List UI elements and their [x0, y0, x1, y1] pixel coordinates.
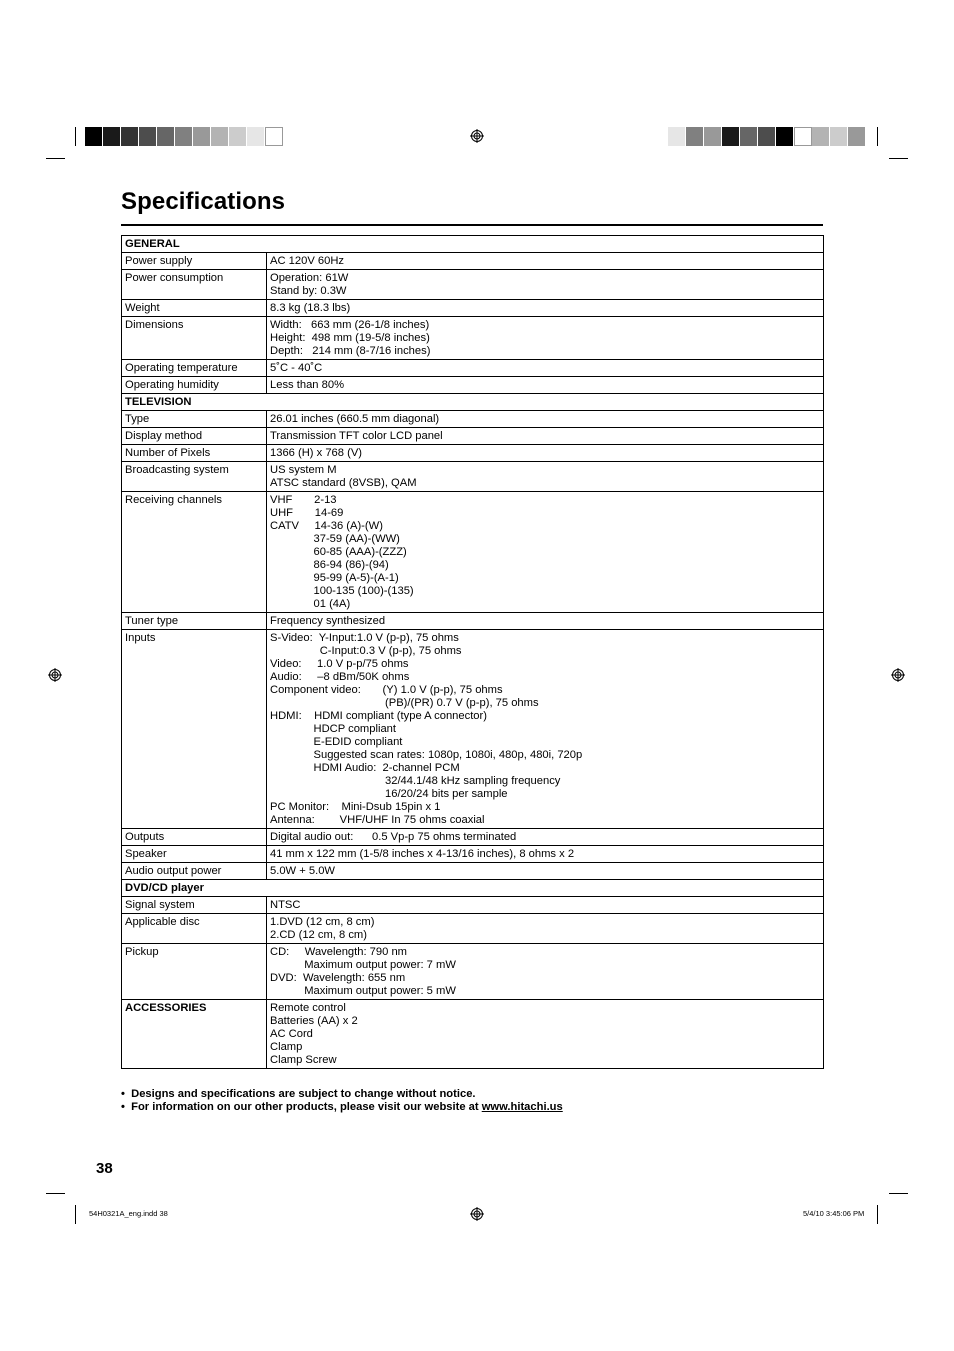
spec-value-line: 26.01 inches (660.5 mm diagonal) — [270, 413, 440, 425]
crop-mark — [46, 158, 65, 159]
spec-value-line: 8.3 kg (18.3 lbs) — [270, 302, 351, 314]
spec-label: Inputs — [122, 630, 267, 829]
spec-value-line: 95-99 (A-5)-(A-1) — [270, 572, 399, 584]
spec-value-line: Video: 1.0 V p-p/75 ohms — [270, 658, 409, 670]
spec-value-line: Depth: 214 mm (8-7/16 inches) — [270, 345, 431, 357]
website-link[interactable]: www.hitachi.us — [481, 1101, 563, 1113]
color-swatch — [830, 127, 848, 146]
spec-value-line: US system M — [270, 464, 337, 476]
spec-value-line: AC 120V 60Hz — [270, 255, 345, 267]
spec-value-line: 2.CD (12 cm, 8 cm) — [270, 929, 367, 941]
color-swatch — [848, 127, 866, 146]
crop-mark — [889, 1193, 908, 1194]
spec-value-line: 32/44.1/48 kHz sampling frequency — [270, 775, 561, 787]
table-row — [122, 829, 824, 846]
spec-value-line: Antenna: VHF/UHF In 75 ohms coaxial — [270, 814, 485, 826]
color-swatch — [157, 127, 175, 146]
color-swatch — [247, 127, 265, 146]
section-header-row — [122, 236, 824, 253]
spec-value — [267, 270, 824, 300]
color-swatch — [85, 127, 103, 146]
registration-mark-icon — [470, 1207, 484, 1221]
table-row — [122, 462, 824, 492]
spec-label: Applicable disc — [122, 914, 267, 944]
accessories-list — [267, 1000, 824, 1069]
spec-value-line: 86-94 (86)-(94) — [270, 559, 389, 571]
spec-value-line: UHF 14-69 — [270, 507, 344, 519]
spec-value-line: Remote control — [270, 1002, 346, 1014]
spec-value — [267, 253, 824, 270]
spec-value-line: Digital audio out: 0.5 Vp-p 75 ohms terminated — [270, 831, 517, 843]
spec-label: Speaker — [122, 846, 267, 863]
note-website — [121, 1101, 563, 1114]
spec-value — [267, 897, 824, 914]
spec-value-line: Height: 498 mm (19-5/8 inches) — [270, 332, 430, 344]
table-row — [122, 914, 824, 944]
color-swatch — [794, 127, 812, 146]
section-heading: TELEVISION — [122, 394, 824, 411]
spec-value-line: 5.0W + 5.0W — [270, 865, 335, 877]
spec-value-line: Maximum output power: 7 mW — [270, 959, 456, 971]
spec-value-line: 16/20/24 bits per sample — [270, 788, 508, 800]
spec-value-line: (PB)/(PR) 0.7 V (p-p), 75 ohms — [270, 697, 539, 709]
crop-mark — [75, 1205, 76, 1224]
page-number: 38 — [96, 1160, 113, 1177]
crop-mark — [877, 127, 878, 146]
spec-value — [267, 445, 824, 462]
spec-value-line: NTSC — [270, 899, 301, 911]
spec-value — [267, 492, 824, 613]
spec-value — [267, 914, 824, 944]
table-row — [122, 445, 824, 462]
spec-value-line: CATV 14-36 (A)-(W) — [270, 520, 383, 532]
spec-value — [267, 317, 824, 360]
spec-label: Power consumption — [122, 270, 267, 300]
spec-value — [267, 360, 824, 377]
spec-value — [267, 829, 824, 846]
registration-mark-icon — [48, 668, 62, 682]
spec-value-line: HDMI Audio: 2-channel PCM — [270, 762, 460, 774]
registration-mark-icon — [891, 668, 905, 682]
spec-value-line: 100-135 (100)-(135) — [270, 585, 414, 597]
spec-value-line: 37-59 (AA)-(WW) — [270, 533, 400, 545]
crop-mark — [75, 127, 76, 146]
color-swatch — [722, 127, 740, 146]
spec-value-line: Stand by: 0.3W — [270, 285, 347, 297]
table-row — [122, 944, 824, 1000]
spec-value-line: Clamp — [270, 1041, 303, 1053]
spec-value-line: Audio: –8 dBm/50K ohms — [270, 671, 410, 683]
accessories-row — [122, 1000, 824, 1069]
table-row — [122, 613, 824, 630]
spec-value-line: S-Video: Y-Input:1.0 V (p-p), 75 ohms — [270, 632, 459, 644]
footer-file-name: 54H0321A_eng.indd 38 — [89, 1209, 168, 1218]
spec-value — [267, 613, 824, 630]
spec-value-line: Less than 80% — [270, 379, 345, 391]
section-header-row — [122, 880, 824, 897]
spec-value-line: Batteries (AA) x 2 — [270, 1015, 358, 1027]
spec-value-line: VHF 2-13 — [270, 494, 337, 506]
section-heading: DVD/CD player — [122, 880, 824, 897]
color-swatch — [139, 127, 157, 146]
spec-label: Display method — [122, 428, 267, 445]
spec-value-line: 60-85 (AAA)-(ZZZ) — [270, 546, 407, 558]
color-swatch — [229, 127, 247, 146]
spec-label: Broadcasting system — [122, 462, 267, 492]
spec-value-line: CD: Wavelength: 790 nm — [270, 946, 408, 958]
page-title: Specifications — [121, 188, 286, 215]
table-row — [122, 360, 824, 377]
table-row — [122, 492, 824, 613]
table-row — [122, 253, 824, 270]
color-swatch — [812, 127, 830, 146]
spec-value-line: PC Monitor: Mini-Dsub 15pin x 1 — [270, 801, 441, 813]
spec-value — [267, 462, 824, 492]
spec-value — [267, 944, 824, 1000]
spec-value-line: 5˚C - 40˚C — [270, 362, 323, 374]
spec-value — [267, 846, 824, 863]
color-swatch — [758, 127, 776, 146]
spec-value-line: Transmission TFT color LCD panel — [270, 430, 443, 442]
spec-value-line: Width: 663 mm (26-1/8 inches) — [270, 319, 430, 331]
spec-value-line: Clamp Screw — [270, 1054, 337, 1066]
spec-label: Power supply — [122, 253, 267, 270]
spec-value — [267, 377, 824, 394]
spec-label: Tuner type — [122, 613, 267, 630]
note-website-text: • For information on our other products, please visit our website at — [121, 1101, 482, 1113]
spec-label: Operating temperature — [122, 360, 267, 377]
spec-value-line: HDMI: HDMI compliant (type A connector) — [270, 710, 487, 722]
table-row — [122, 377, 824, 394]
spec-label: Receiving channels — [122, 492, 267, 613]
color-swatch — [175, 127, 193, 146]
section-header-row — [122, 394, 824, 411]
registration-mark-icon — [470, 129, 484, 143]
title-rule — [121, 224, 823, 226]
table-row — [122, 317, 824, 360]
color-swatch — [776, 127, 794, 146]
specifications-table — [121, 235, 824, 1069]
spec-value-line: Suggested scan rates: 1080p, 1080i, 480p, 480i, 720p — [270, 749, 583, 761]
spec-label: Audio output power — [122, 863, 267, 880]
spec-value-line: 1.DVD (12 cm, 8 cm) — [270, 916, 375, 928]
spec-value-line: Frequency synthesized — [270, 615, 386, 627]
right-color-bar — [668, 127, 866, 146]
crop-mark — [877, 1205, 878, 1224]
table-row — [122, 411, 824, 428]
spec-value-line: C-Input:0.3 V (p-p), 75 ohms — [270, 645, 462, 657]
spec-value-line: DVD: Wavelength: 655 nm — [270, 972, 406, 984]
footer-timestamp: 5/4/10 3:45:06 PM — [803, 1209, 865, 1218]
table-row — [122, 428, 824, 445]
color-swatch — [121, 127, 139, 146]
spec-value-line: E-EDID compliant — [270, 736, 403, 748]
spec-value-line: Component video: (Y) 1.0 V (p-p), 75 ohms — [270, 684, 503, 696]
spec-value — [267, 428, 824, 445]
spec-label: Weight — [122, 300, 267, 317]
table-row — [122, 630, 824, 829]
table-row — [122, 897, 824, 914]
color-swatch — [211, 127, 229, 146]
color-swatch — [740, 127, 758, 146]
section-heading: ACCESSORIES — [122, 1000, 267, 1069]
spec-label: Operating humidity — [122, 377, 267, 394]
spec-value — [267, 300, 824, 317]
spec-value-line: Operation: 61W — [270, 272, 349, 284]
spec-value-line: 1366 (H) x 768 (V) — [270, 447, 363, 459]
spec-label: Outputs — [122, 829, 267, 846]
left-color-bar — [85, 127, 283, 146]
spec-label: Type — [122, 411, 267, 428]
table-row — [122, 846, 824, 863]
spec-label: Signal system — [122, 897, 267, 914]
color-swatch — [265, 127, 283, 146]
spec-value-line: 41 mm x 122 mm (1-5/8 inches x 4-13/16 inches), 8 ohms x 2 — [270, 848, 575, 860]
color-swatch — [686, 127, 704, 146]
spec-value-line: AC Cord — [270, 1028, 313, 1040]
spec-label: Number of Pixels — [122, 445, 267, 462]
color-swatch — [704, 127, 722, 146]
spec-value-line: 01 (4A) — [270, 598, 351, 610]
crop-mark — [889, 158, 908, 159]
spec-value-line: Maximum output power: 5 mW — [270, 985, 456, 997]
color-swatch — [103, 127, 121, 146]
table-row — [122, 863, 824, 880]
notes — [121, 1088, 563, 1114]
section-heading: GENERAL — [122, 236, 824, 253]
color-swatch — [193, 127, 211, 146]
spec-value-line: HDCP compliant — [270, 723, 397, 735]
spec-label: Dimensions — [122, 317, 267, 360]
spec-value — [267, 411, 824, 428]
table-row — [122, 300, 824, 317]
spec-value — [267, 630, 824, 829]
color-swatch — [668, 127, 686, 146]
spec-value-line: ATSC standard (8VSB), QAM — [270, 477, 417, 489]
spec-label: Pickup — [122, 944, 267, 1000]
note-change-notice: • Designs and specifications are subject to change without notice. — [121, 1088, 476, 1100]
spec-value — [267, 863, 824, 880]
table-row — [122, 270, 824, 300]
crop-mark — [46, 1193, 65, 1194]
